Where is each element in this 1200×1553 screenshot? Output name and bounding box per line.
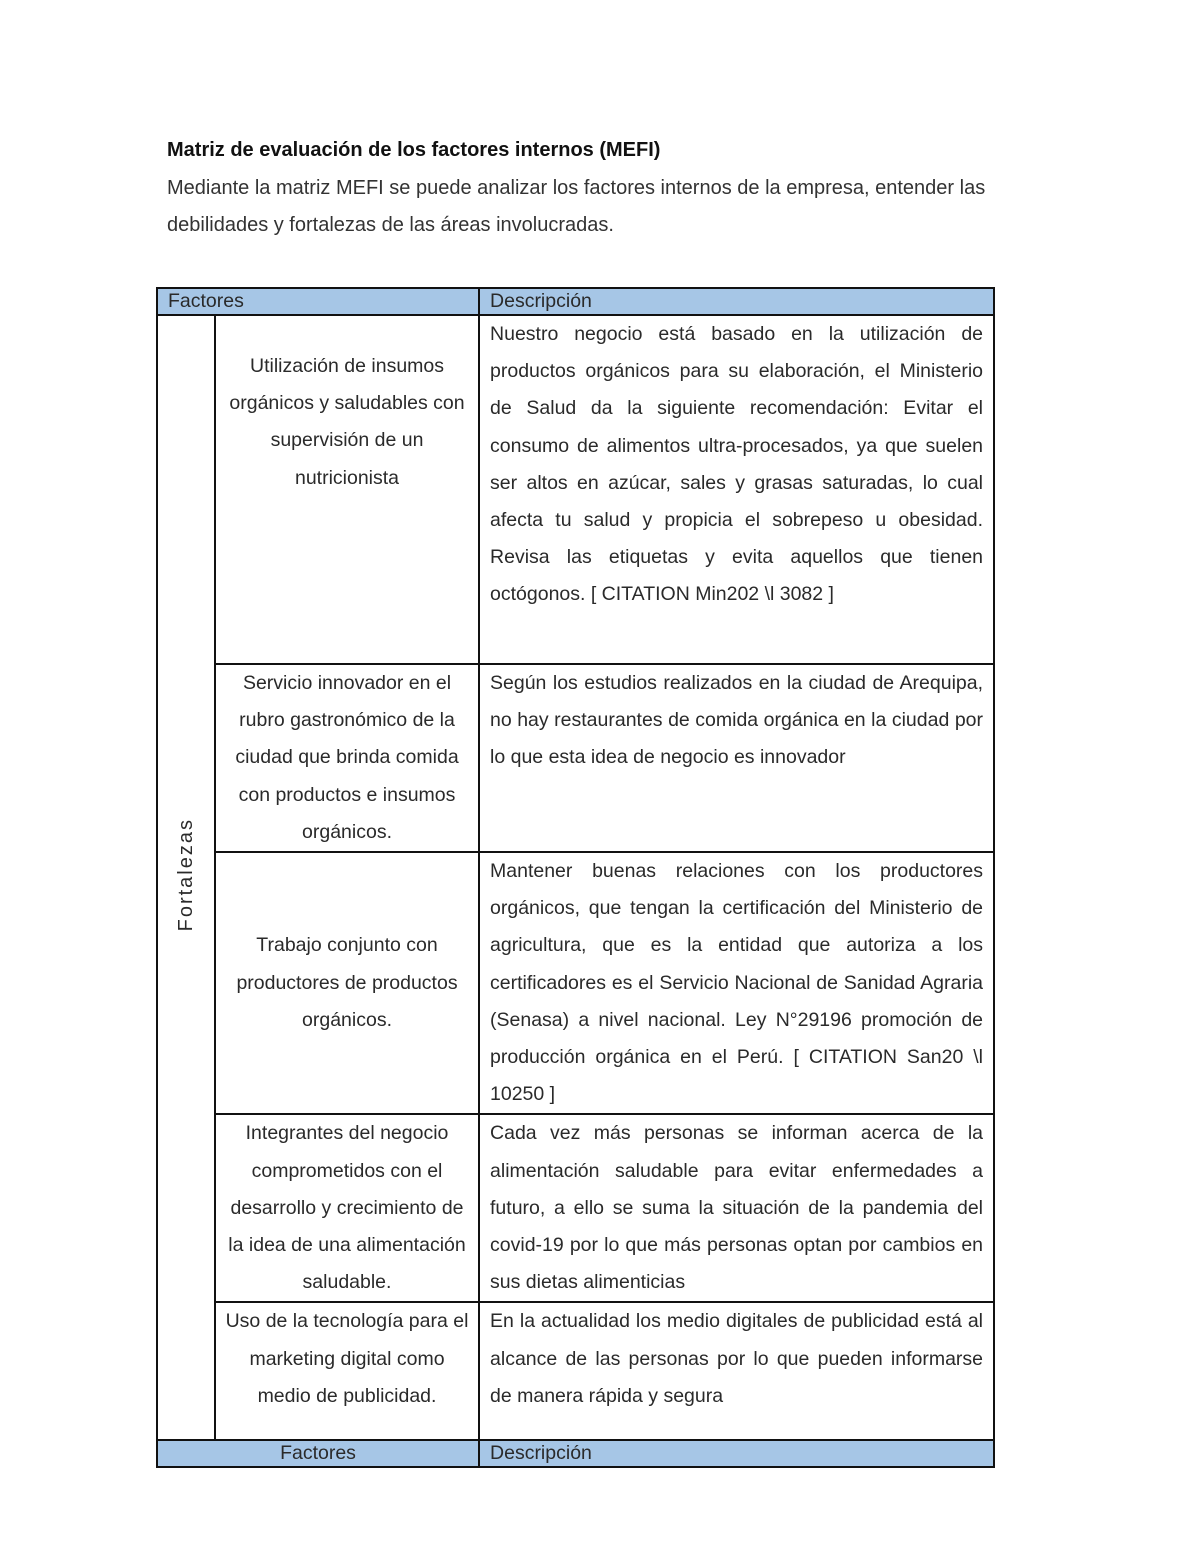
table-header-row: [157, 288, 994, 315]
table-row: [157, 315, 994, 664]
factor-cell: Servicio innovador en el rubro gastronómico de la ciudad que brinda comida con productos e insumos orgánicos.: [215, 664, 479, 852]
factor-cell: Trabajo conjunto con productores de productos orgánicos.: [215, 852, 479, 1114]
mefi-table: [156, 287, 995, 1468]
group-label-cell: [157, 315, 215, 1440]
table-row: [157, 1114, 994, 1302]
intro-paragraph: Mediante la matriz MEFI se puede analizar los factores internos de la empresa, entender las debilidades y fortalezas de las áreas involucradas.: [167, 177, 986, 236]
header-factores: Factores: [157, 288, 479, 315]
factor-cell: Uso de la tecnología para el marketing digital como medio de publicidad.: [215, 1302, 479, 1440]
factor-cell: Utilización de insumos orgánicos y saludables con supervisión de un nutricionista: [215, 315, 479, 664]
description-cell: Cada vez más personas se informan acerca de la alimentación saludable para evitar enfermedades a futuro, a ello se suma la situación de la pandemia del covid-19 por lo que más personas optan por cambios en sus dietas alimenticias: [479, 1114, 994, 1302]
table-footer-row: [157, 1440, 994, 1467]
table-row: [157, 1302, 994, 1440]
description-cell: En la actualidad los medio digitales de publicidad está al alcance de las personas por lo que pueden informarse de manera rápida y segura: [479, 1302, 994, 1440]
footer-factores: Factores: [157, 1440, 479, 1467]
header-descripcion: Descripción: [479, 288, 994, 315]
group-label-fortalezas: Fortalezas: [174, 818, 197, 932]
footer-descripcion: Descripción: [479, 1440, 994, 1467]
table-row: [157, 664, 994, 852]
table-row: [157, 852, 994, 1114]
description-cell: Según los estudios realizados en la ciudad de Arequipa, no hay restaurantes de comida orgánica en la ciudad por lo que esta idea de negocio es innovador: [479, 664, 994, 852]
description-cell: Mantener buenas relaciones con los productores orgánicos, que tengan la certificación del Ministerio de agricultura, que es la entidad que autoriza a los certificadores es el Servicio Nacional de Sanidad Agraria (Senasa) a nivel nacional. Ley N°29196 promoción de producción orgánica en el Perú. [ CITATION San20 \l 10250 ]: [479, 852, 994, 1114]
description-cell: Nuestro negocio está basado en la utilización de productos orgánicos para su elaboración, el Ministerio de Salud da la siguiente recomendación: Evitar el consumo de alimentos ultra-procesados, ya que suelen ser altos en azúcar, sales y grasas saturadas, lo cual afecta tu salud y propicia el sobrepeso u obesidad. Revisa las etiquetas y evita aquellos que tienen octógonos. [ CITATION Min202 \l 3082 ]: [479, 315, 994, 664]
factor-cell: Integrantes del negocio comprometidos con el desarrollo y crecimiento de la idea de una alimentación saludable.: [215, 1114, 479, 1302]
document-heading: Matriz de evaluación de los factores internos (MEFI): [167, 139, 661, 161]
